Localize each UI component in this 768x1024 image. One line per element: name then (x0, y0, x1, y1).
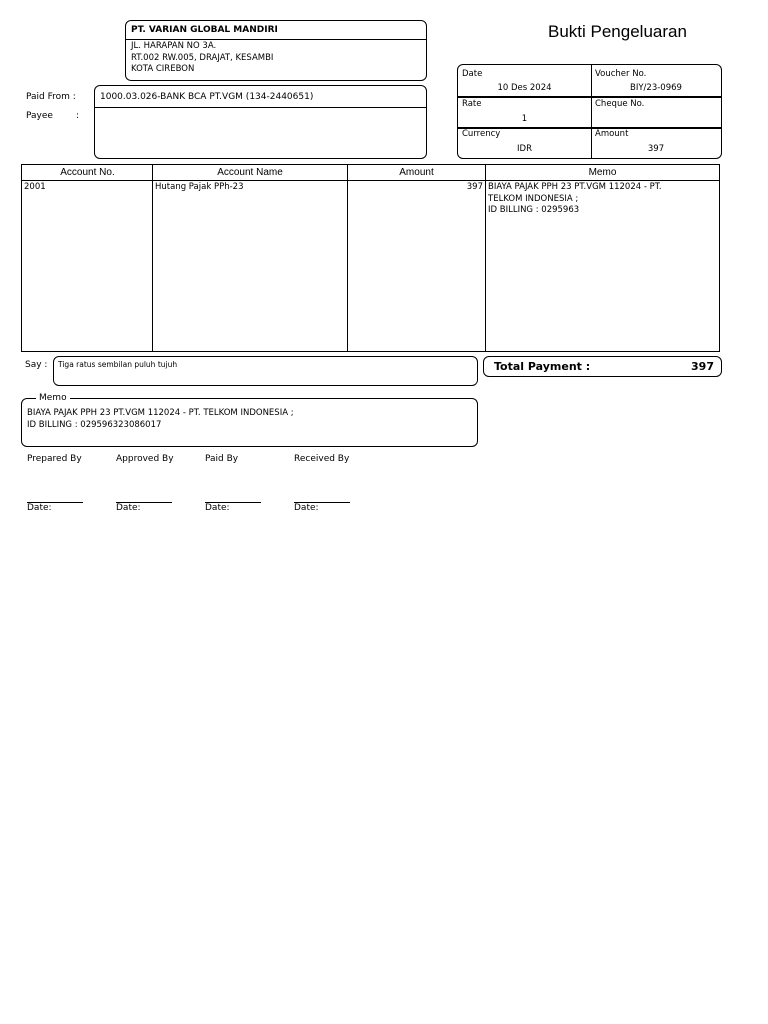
company-address (131, 41, 273, 76)
voucher-info-box (457, 64, 722, 159)
company-divider (126, 39, 426, 40)
currency-label: Currency (462, 129, 501, 139)
signature-title: Received By (294, 454, 350, 464)
say-value: Tiga ratus sembilan puluh tujuh (58, 360, 178, 369)
memo-line: ID BILLING : 0295963 (488, 205, 580, 215)
cell-memo (488, 182, 716, 217)
cell-amount: 397 (466, 182, 483, 192)
paid-from-box (94, 85, 427, 159)
memo-line: ID BILLING : 029596323086017 (27, 420, 162, 430)
memo-line: TELKOM INDONESIA ; (488, 193, 579, 204)
cheque-label: Cheque No. (595, 99, 645, 109)
total-payment-box (483, 356, 722, 377)
date-label: Date (462, 69, 483, 79)
header-memo: Memo (588, 167, 617, 178)
rate-value: 1 (521, 114, 528, 124)
address-line: KOTA CIREBON (131, 64, 195, 74)
signature-received-by (294, 454, 356, 513)
amount-value: 397 (647, 144, 665, 154)
paid-from-label: Paid From : (26, 92, 76, 102)
table-column-divider (152, 165, 153, 351)
memo-line: BIAYA PAJAK PPH 23 PT.VGM 112024 - PT. TELKOM INDONESIA ; (27, 408, 294, 418)
signature-prepared-by (27, 454, 89, 513)
date-value: 10 Des 2024 (497, 83, 552, 93)
info-divider-row1 (458, 96, 721, 98)
memo-legend: Memo (36, 392, 70, 404)
memo-box (21, 393, 478, 447)
header-account-name: Account Name (217, 167, 283, 178)
currency-value: IDR (517, 144, 532, 154)
signature-date-label: Date: (27, 503, 52, 513)
signature-paid-by (205, 454, 267, 513)
header-account-no: Account No. (60, 167, 115, 178)
signature-approved-by (116, 454, 178, 513)
amount-label: Amount (595, 129, 629, 139)
table-header-divider (22, 180, 719, 181)
voucher-label: Voucher No. (595, 69, 647, 79)
account-table (21, 164, 720, 352)
payee-colon: : (76, 111, 80, 121)
signature-date-label: Date: (205, 503, 230, 513)
document-title: Bukti Pengeluaran (548, 22, 687, 41)
table-column-divider (485, 165, 486, 351)
total-payment-label: Total Payment : (494, 360, 591, 373)
payee-label: Payee (26, 111, 53, 121)
signature-title: Prepared By (27, 454, 82, 464)
total-payment-value: 397 (691, 360, 714, 373)
voucher-value: BIY/23-0969 (630, 83, 682, 93)
signature-date-label: Date: (116, 503, 141, 513)
say-label: Say : (25, 360, 48, 370)
rate-label: Rate (462, 99, 482, 109)
say-box (53, 356, 478, 386)
paid-from-value: 1000.03.026-BANK BCA PT.VGM (134-2440651) (100, 92, 314, 102)
signature-title: Approved By (116, 454, 174, 464)
address-line: RT.002 RW.005, DRAJAT, KESAMBI (131, 52, 274, 63)
company-name: PT. VARIAN GLOBAL MANDIRI (131, 25, 278, 35)
cell-account-no: 2001 (24, 182, 46, 192)
memo-line: BIAYA PAJAK PPH 23 PT.VGM 112024 - PT. (488, 182, 662, 192)
memo-text (27, 407, 294, 431)
signature-title: Paid By (205, 454, 239, 464)
header-amount: Amount (399, 167, 434, 178)
signature-date-label: Date: (294, 503, 319, 513)
address-line: JL. HARAPAN NO 3A. (131, 41, 217, 51)
paid-from-divider (95, 107, 426, 108)
company-box (125, 20, 427, 81)
cell-account-name: Hutang Pajak PPh-23 (155, 182, 244, 192)
